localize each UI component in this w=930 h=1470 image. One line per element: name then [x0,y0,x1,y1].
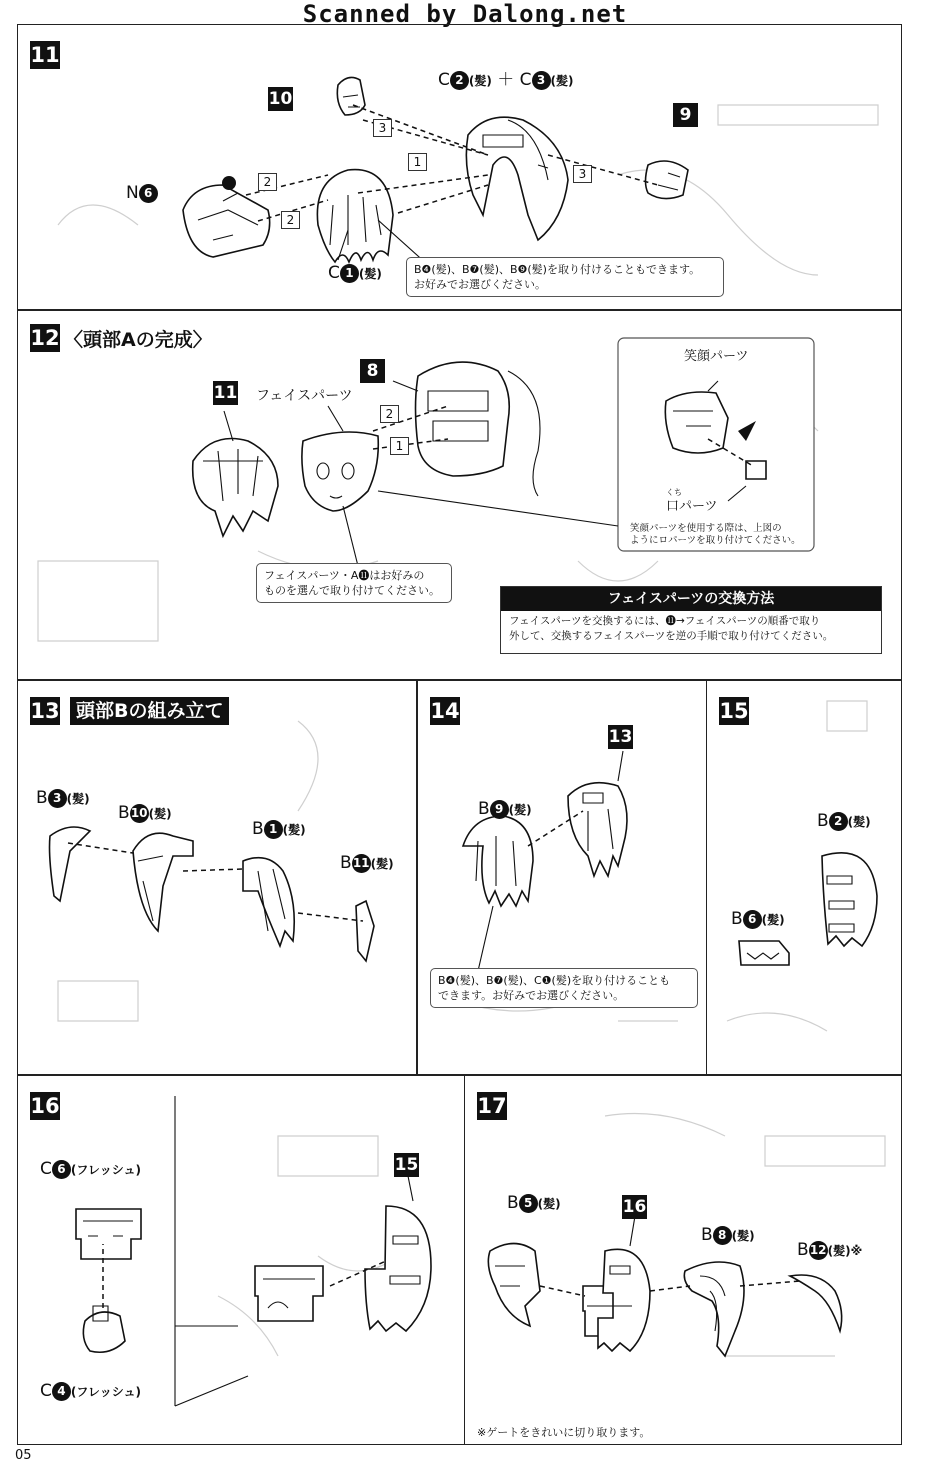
step-14-number: 14 [430,699,460,723]
step-13-number: 13 [30,699,60,723]
sequence-marker-2: 2 [380,405,399,423]
part-label-b12: B12(髪)※ [797,1240,863,1260]
step-12-number: 12 [30,326,60,350]
step-15-illustration [707,681,902,1075]
part-label-b3: B 3 (髪) [36,788,90,808]
part-number-15: 15 [394,1155,419,1175]
step-16-number: 16 [30,1094,60,1118]
part-number-16: 16 [622,1197,647,1217]
step-14-note: B❹(髪)、B❼(髪)、C❶(髪)を取り付けることも できます。お好みでお選びください。 [430,968,698,1008]
face-swap-box [500,586,882,654]
part-number-13: 13 [608,727,633,747]
part-label-b9: B 9 (髪) [478,799,532,819]
part-label-b11: B11(髪) [340,853,394,873]
part-label-c4: C 4 (フレッシュ) [40,1381,142,1401]
sequence-marker-1: 1 [390,437,409,455]
step-17-panel [464,1075,902,1445]
part-label-b2: B 2 (髪) [817,811,871,831]
sequence-marker-2b: 2 [281,211,300,229]
part-label-b5: B 5 (髪) [507,1193,561,1213]
part-label-c1: C 1 (髪) [328,263,382,283]
step-12-panel [17,310,902,680]
step-13-panel [17,680,417,1075]
part-label-b6: B 6 (髪) [731,909,785,929]
sequence-marker-3b: 3 [573,165,592,183]
smile-parts-note: 笑顔パーツを使用する際は、上図の ようにロパーツを取り付けてください。 [630,523,801,546]
step-15-panel [706,680,902,1075]
part-number-11: 11 [213,383,238,403]
sequence-marker-3a: 3 [373,119,392,137]
step-14-illustration [418,681,707,1075]
part-label-n6: N 6 [126,183,158,203]
gate-footnote: ※ゲートをきれいに切り取ります。 [477,1426,651,1439]
smile-parts-label: 笑顔パーツ [684,349,749,364]
part-number-9: 9 [673,103,698,127]
step-17-number: 17 [477,1094,507,1118]
step-11-number: 11 [30,43,60,67]
part-label-b10: B10(髪) [118,803,172,823]
step-11-panel [17,24,902,310]
face-swap-title: フェイスパーツの交換方法 [501,587,881,611]
step-15-number: 15 [719,699,749,723]
step-16-panel [17,1075,465,1445]
part-label-b1: B 1 (髪) [252,819,306,839]
page-number: 05 [15,1448,32,1463]
step-12-title: 〈頭部Aの完成〉 [64,329,212,351]
step-13-illustration [18,681,417,1075]
mouth-parts-label: 口パーツ [666,499,718,514]
part-label-b8: B 8 (髪) [701,1225,755,1245]
step-11-note: B❹(髪)、B❼(髪)、B❾(髪)を取り付けることもできます。 お好みでお選びください。 [406,257,724,297]
step-14-panel [417,680,707,1075]
step-13-title: 頭部Bの組み立て [70,697,229,725]
part-number-10: 10 [268,89,293,109]
step-17-illustration [465,1076,902,1445]
part-label-c2-c3: C 2 (髪) ＋ C 3 (髪) [438,70,574,90]
face-swap-text: フェイスパーツを交換するには、⓫→フェイスパーツの順番で取り 外して、交換するフェイスパーツを逆の手順で取り付けてください。 [509,615,834,642]
mouth-parts-ruby: くち [666,488,682,497]
face-parts-note: フェイスパーツ・A⓫はお好みの ものを選んで取り付けてください。 [256,563,452,603]
face-parts-label: フェイスパーツ [256,388,353,404]
part-number-8: 8 [360,359,385,383]
scan-credit: Scanned by Dalong.net [302,0,628,28]
sequence-marker-2a: 2 [258,173,277,191]
part-label-c6: C 6 (フレッシュ) [40,1159,142,1179]
sequence-marker-1: 1 [408,153,427,171]
